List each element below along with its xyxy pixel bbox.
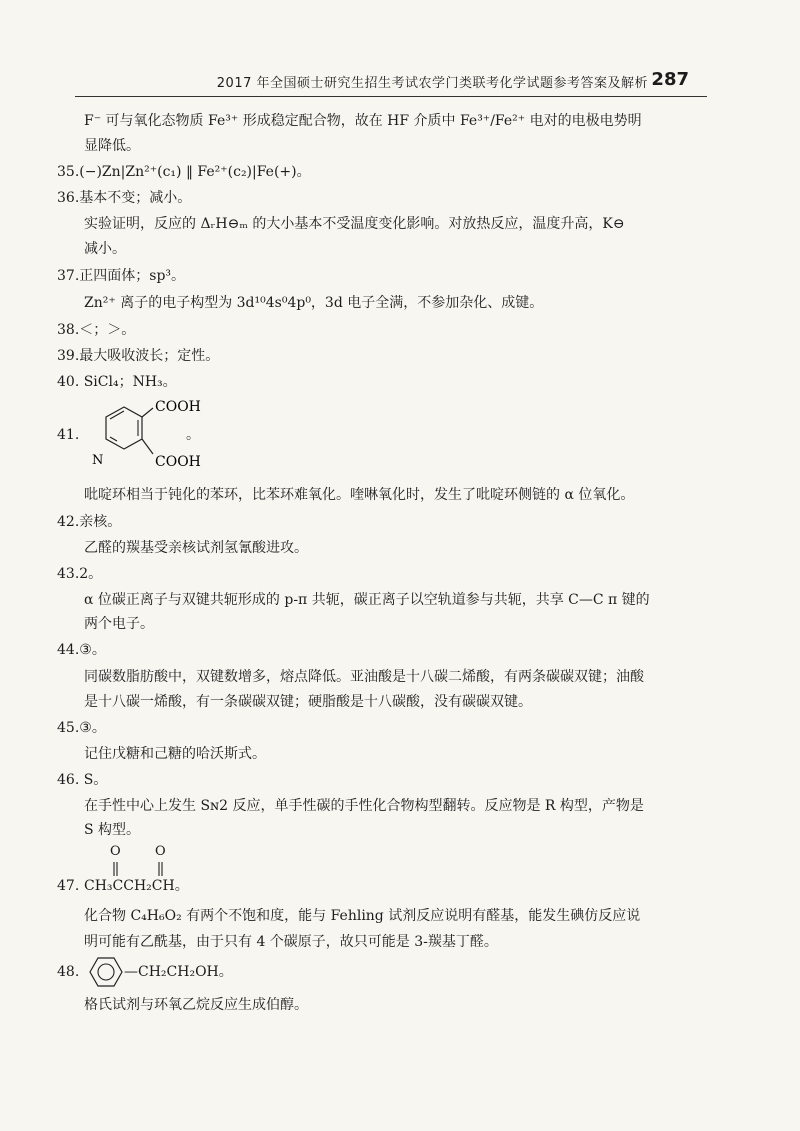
- header-title: 2017 年全国硕士研究生招生考试农学门类联考化学试题参考答案及解析: [216, 76, 648, 91]
- answer-40: 40. SiCl₄；NH₃。: [57, 374, 177, 390]
- answer-47-formula: CH₃CCH₂CH。: [84, 878, 189, 894]
- page-header: [0, 69, 800, 96]
- explanation-line: 记住戊糖和己糖的哈沃斯式。: [84, 746, 266, 762]
- explanation-line: α 位碳正离子与双键共轭形成的 p-π 共轭，碳正离子以空轨道参与共轭，共享 C—C π 键的: [84, 592, 650, 608]
- explanation-line: Zn²⁺ 离子的电子构型为 3d¹⁰4s⁰4p⁰，3d 电子全满，不参加杂化、成键。: [84, 295, 544, 311]
- explanation-line: 明可能有乙酰基，由于只有 4 个碳原子，故只可能是 3-羰基丁醛。: [84, 934, 498, 950]
- answer-38: 38.＜；＞。: [57, 322, 136, 338]
- explanation-line: 实验证明，反应的 ΔᵣH⊖ₘ 的大小基本不受温度变化影响。对放热反应，温度升高，K⊖: [84, 216, 625, 232]
- explanation-line: 减小。: [84, 241, 126, 257]
- answer-42: 42.亲核。: [57, 514, 122, 530]
- explanation-line: 是十八碳一烯酸，有一条碳碳双键；硬脂酸是十八碳酸，没有碳碳双键。: [84, 694, 532, 710]
- answer-41-period: 。: [186, 427, 200, 443]
- answer-46: 46. S。: [57, 772, 108, 788]
- nitrogen-label: N: [92, 453, 104, 468]
- text-line: 显降低。: [84, 138, 140, 154]
- header-rule: [75, 96, 707, 97]
- answer-41: 41.: [57, 427, 80, 443]
- answer-43: 43.2。: [57, 566, 103, 582]
- answer-44: 44.③。: [57, 642, 106, 658]
- cooh-top-label: COOH: [155, 399, 201, 415]
- benzene-ring-structure: [82, 952, 128, 992]
- pyridine-ring: [106, 407, 142, 449]
- answer-45: 45.③。: [57, 720, 106, 736]
- explanation-line: 吡啶环相当于钝化的苯环，比苯环难氧化。喹啉氧化时，发生了吡啶环侧链的 α 位氧化。: [84, 487, 635, 503]
- answer-48: 48.: [57, 964, 80, 980]
- explanation-line: S 构型。: [84, 822, 141, 838]
- answer-39: 39.最大吸收波长；定性。: [57, 348, 220, 364]
- explanation-line: 化合物 C₄H₆O₂ 有两个不饱和度，能与 Fehling 试剂反应说明有醛基，能发生碘仿反应说: [84, 908, 641, 924]
- page-number: 287: [651, 69, 689, 90]
- cooh-bottom-label: COOH: [155, 454, 201, 470]
- answer-47: 47.: [57, 878, 80, 894]
- explanation-line: 格氏试剂与环氧乙烷反应生成伯醇。: [84, 997, 308, 1013]
- answer-35: 35.(−)Zn|Zn²⁺(c₁) ‖ Fe²⁺(c₂)|Fe(+)。: [57, 164, 311, 180]
- explanation-line: 乙醛的羰基受亲核试剂氢氰酸进攻。: [84, 540, 308, 556]
- carbonyl-oxygen-2: O: [155, 844, 166, 859]
- text-line: F⁻ 可与氧化态物质 Fe³⁺ 形成稳定配合物，故在 HF 介质中 Fe³⁺/Fe²⁺ 电对的电极电势明: [84, 113, 642, 129]
- carbonyl-oxygen-1: O: [110, 844, 121, 859]
- explanation-line: 两个电子。: [84, 616, 154, 632]
- answer-37: 37.正四面体；sp³。: [57, 268, 186, 284]
- answer-36: 36.基本不变；减小。: [57, 190, 192, 206]
- explanation-line: 在手性中心上发生 Sɴ2 反应，单手性碳的手性化合物构型翻转。反应物是 R 构型，产物是: [84, 798, 644, 814]
- answer-48-formula: —CH₂CH₂OH。: [124, 964, 233, 980]
- explanation-line: 同碳数脂肪酸中，双键数增多，熔点降低。亚油酸是十八碳二烯酸，有两条碳碳双键；油酸: [84, 669, 644, 685]
